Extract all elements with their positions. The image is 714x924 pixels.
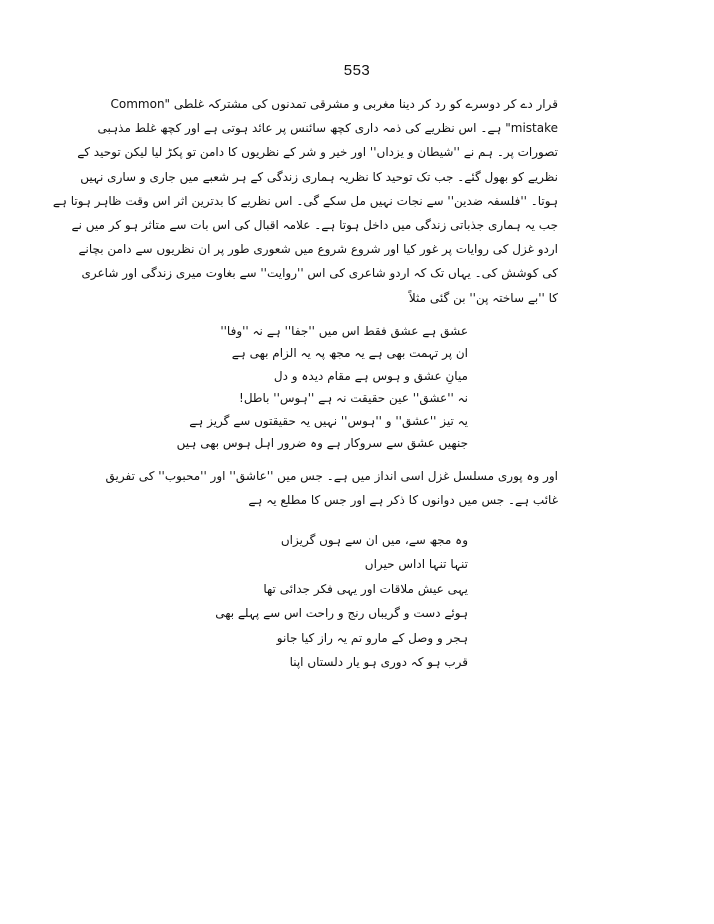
paragraph-2 <box>105 464 558 512</box>
verse-line: عشق ہے عشق فقط اس میں ''جفا'' ہے نہ ''وفا'' <box>220 324 468 338</box>
verse-line: یہی عیش ملاقات اور یہی فکر جدائی تھا <box>263 581 468 596</box>
verse-line: جنھیں عشق سے سروکار ہے وہ ضرور اہل ہوس بھی ہیں <box>176 435 468 450</box>
verse-line: قرب ہو کہ دوری ہو یار دلستاں اپنا <box>289 654 468 669</box>
text-line: غائب ہے۔ جس میں دوانوں کا ذکر ہے اور جس کا مطلع یہ ہے <box>248 493 558 508</box>
verse-line: یہ تیز ''عشق'' و ''ہوس'' نہیں یہ حقیقتوں سے گریز ہے <box>189 413 468 428</box>
verse-block-2 <box>215 528 468 674</box>
text-line: کی کوشش کی۔ یہاں تک کہ اردو شاعری کی اس ''روایت'' سے بغاوت میری زندگی اور شاعری <box>81 266 558 281</box>
text-line: نظریے کو بھول گئے۔ جب تک توحید کا نظریہ ہماری زندگی کے ہر شعبے میں جاری و ساری نہیں <box>80 169 558 184</box>
text-line: اور وہ پوری مسلسل غزل اسی انداز میں ہے۔ جس میں ''عاشق'' اور ''محبوب'' کی تفریق <box>105 469 558 483</box>
page-number: 553 <box>343 62 371 79</box>
verse-line: ان پر تہمت بھی ہے یہ مجھ پہ یہ الزام بھی ہے <box>231 346 468 361</box>
verse-line: ہجر و وصل کے مارو تم یہ راز کیا جانو <box>276 630 468 645</box>
verse-line: نہ ''عشق'' عین حقیقت نہ ہے ''ہوس'' باطل! <box>239 391 468 406</box>
verse-block-1 <box>176 320 468 454</box>
text-line: اردو غزل کی روایات پر غور کیا اور شروع شروع میں شعوری طور پر ان نظریوں سے دامن بچانے <box>78 242 558 257</box>
text-line: کا ''بے ساختہ پن'' بن گئی مثلاً <box>408 290 558 305</box>
text-line: تصورات پر۔ ہم نے ''شیطان و یزداں'' اور خیر و شر کے نظریوں کا دامن تو پکڑ لیا لیکن توحید کے <box>77 145 558 160</box>
text-line: جب یہ ہماری جذباتی زندگی میں داخل ہوتا ہے۔ علامہ اقبال کی اس بات سے متاثر ہو کر میں نے <box>71 217 558 232</box>
paragraph-1 <box>52 92 558 310</box>
verse-line: وہ مجھ سے، میں ان سے ہوں گریزاں <box>280 533 468 547</box>
verse-line: ہوئے دست و گریباں رنج و راحت اس سے پہلے بھی <box>215 606 468 621</box>
text-line: ہوتا۔ ''فلسفہ ضدین'' سے نجات نہیں مل سکے گی۔ اس نظریے کا بدترین اثر اس وقت ظاہر ہوتا ہے <box>52 193 558 208</box>
text-line: mistake" ہے۔ اس نظریے کی ذمہ داری کچھ سائنس پر عائد ہوتی ہے اور کچھ غلط مذہبی <box>97 121 558 136</box>
text-line: قرار دے کر دوسرے کو رد کر دینا مغربی و مشرقی تمدنوں کی مشترکہ غلطی "Common <box>110 97 558 111</box>
verse-line: تنہا تنہا اداس حیراں <box>364 557 468 572</box>
verse-line: میانِ عشق و ہوس ہے مقام دیدہ و دل <box>273 368 468 383</box>
